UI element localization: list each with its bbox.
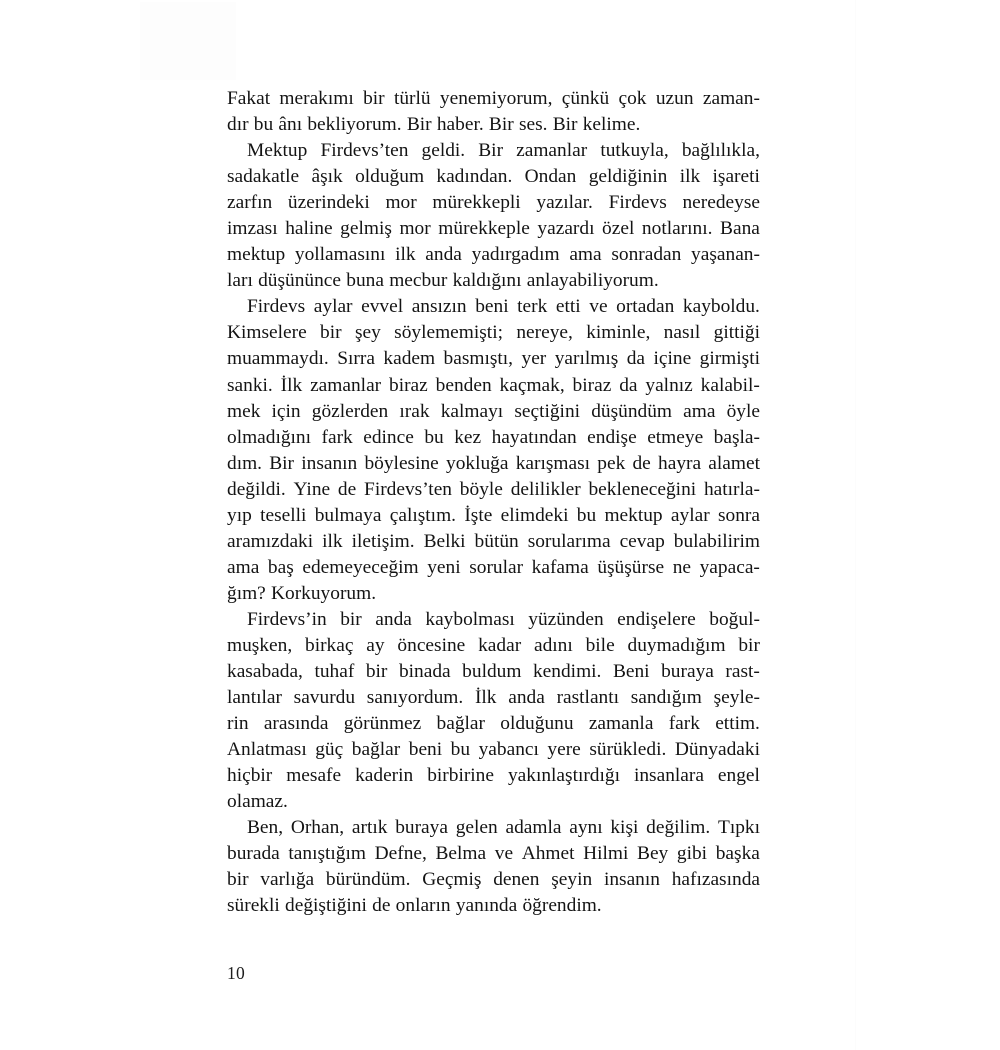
word: kez <box>454 426 482 448</box>
word: denen <box>493 869 540 891</box>
text-line <box>227 505 760 531</box>
word: yalnız <box>645 374 693 396</box>
word: binada <box>398 661 451 683</box>
word: hayra <box>658 452 702 474</box>
word: birbirine <box>427 765 494 787</box>
word: bulmaya <box>314 504 382 526</box>
word: olmadığını <box>227 426 312 448</box>
word: insanın <box>603 869 660 891</box>
word: Bir <box>269 452 295 474</box>
word: kaldığını <box>452 270 522 292</box>
word: bir <box>738 634 760 656</box>
word: beni <box>475 296 509 318</box>
word: mektup <box>227 244 286 266</box>
word: bir <box>340 608 362 630</box>
word: sonradan <box>611 244 682 266</box>
word: mek <box>227 400 261 422</box>
text-line <box>227 739 760 765</box>
word: zaman- <box>702 88 760 109</box>
word: mektup <box>604 504 663 526</box>
word: bile <box>585 634 615 656</box>
word: kaçmak, <box>499 374 565 396</box>
word: şeyin <box>551 869 593 891</box>
word: ve <box>494 843 514 865</box>
word: bekliyorum. <box>307 114 402 136</box>
word: mor <box>399 218 431 240</box>
word: rastlantı <box>556 687 620 709</box>
word: buldum <box>462 661 522 683</box>
word: Hilmi <box>583 843 629 865</box>
text-line <box>227 296 760 322</box>
word: yıp <box>227 504 252 526</box>
word: seçtiğini <box>514 400 581 422</box>
word: haline <box>285 218 333 240</box>
word: sanıyordum. <box>366 687 464 709</box>
word: işareti <box>712 166 760 188</box>
word: da <box>626 348 646 370</box>
word: kişi <box>610 817 639 839</box>
word: Orhan, <box>290 817 345 839</box>
word: Beni <box>612 661 650 683</box>
word: yokluğa <box>446 452 509 474</box>
word: duymadığım <box>627 634 726 656</box>
word: de <box>372 895 391 917</box>
word: anda <box>508 687 545 709</box>
word: beni <box>408 739 443 761</box>
scan-artifact <box>140 2 236 80</box>
word: öğrendim. <box>522 895 602 917</box>
word: lantılar <box>227 687 282 709</box>
word: bir <box>363 88 385 109</box>
word: bir <box>227 869 249 891</box>
word: nasıl <box>663 322 701 344</box>
word: düşündüm <box>591 400 672 422</box>
word: endişe <box>587 426 637 448</box>
word: İlk <box>280 374 303 396</box>
word: Bir <box>488 114 514 136</box>
text-line <box>227 713 760 739</box>
word: buna <box>346 270 384 292</box>
word: teselli <box>260 504 307 526</box>
word: bir <box>365 661 388 683</box>
word: çok <box>618 88 647 109</box>
word: Mektup <box>247 140 308 162</box>
word: artık <box>351 817 388 839</box>
word: bütün <box>474 530 519 552</box>
word: tanıştığım <box>288 843 366 865</box>
text-line <box>227 114 760 140</box>
word: için <box>271 400 301 422</box>
word: ânı <box>278 114 303 136</box>
word: sürükledi. <box>589 739 667 761</box>
word: bağlar <box>436 713 485 735</box>
word: ses. <box>518 114 548 136</box>
word: Belma <box>435 843 487 865</box>
word: dır <box>227 114 249 136</box>
word: Firdevs’in <box>247 608 327 630</box>
text-line <box>227 869 760 895</box>
word: yere <box>547 739 581 761</box>
word: kaybolması <box>425 608 515 630</box>
word: kendimi. <box>532 661 602 683</box>
word: görünmez <box>343 713 422 735</box>
word: geldiğinin <box>588 166 668 188</box>
word: imzası <box>227 218 278 240</box>
word: fark <box>668 713 700 735</box>
word: yollamasını <box>294 244 386 266</box>
word: evvel <box>361 296 404 318</box>
word: biraz <box>389 374 428 396</box>
word: başka <box>715 843 760 865</box>
text-line <box>227 609 760 635</box>
word: düşününce <box>258 270 342 292</box>
word: Defne, <box>374 843 427 865</box>
text-line <box>227 661 760 687</box>
word: Bana <box>720 218 760 240</box>
word: ay <box>366 634 385 656</box>
word: buraya <box>395 817 448 839</box>
word: olduğum <box>355 166 425 188</box>
word: dım. <box>227 452 263 474</box>
word: aylar <box>313 296 353 318</box>
word: mor <box>385 192 417 214</box>
text-line <box>227 687 760 713</box>
word: Bey <box>637 843 669 865</box>
word: ilk <box>679 166 701 188</box>
word: boğul- <box>709 608 760 630</box>
word: ama <box>569 244 602 266</box>
word: da <box>619 374 638 396</box>
word: gittiği <box>713 322 760 344</box>
word: mürekkeple <box>438 218 530 240</box>
word: yazardı <box>537 218 595 240</box>
word: aynı <box>569 817 603 839</box>
word: yazılar. <box>536 192 593 214</box>
word: Yine <box>293 478 331 500</box>
word: üşüşürse <box>597 556 665 578</box>
word: yenemiyorum, <box>439 88 553 109</box>
word: ama <box>683 400 716 422</box>
word: Ahmet <box>521 843 575 865</box>
word: etmeye <box>647 426 704 448</box>
word: yüzünden <box>528 608 604 630</box>
word: zamanlar <box>516 140 588 162</box>
word: mesafe <box>286 765 342 787</box>
word: hatırla- <box>703 478 760 500</box>
word: onların <box>395 895 451 917</box>
text-line <box>227 635 760 661</box>
page-number: 10 <box>227 963 246 983</box>
word: ğım? <box>227 582 266 604</box>
word: bu <box>253 114 274 136</box>
word: delilikler <box>510 478 581 500</box>
word: kadından. <box>436 166 513 188</box>
word: gelen <box>455 817 498 839</box>
word: basmıştı, <box>443 348 514 370</box>
word: bekleneceğini <box>588 478 697 500</box>
word: pek <box>597 452 626 474</box>
word: zarfın <box>227 192 273 214</box>
word: mürekkepli <box>432 192 521 214</box>
word: muammaydı. <box>227 348 329 370</box>
word: merakımı <box>279 88 354 109</box>
word: Firdevs <box>247 296 306 318</box>
text-line <box>227 843 760 869</box>
word: baş <box>267 556 294 578</box>
word: Ben, <box>247 817 284 839</box>
word: muşken, <box>227 634 293 656</box>
word: olamaz. <box>227 791 288 813</box>
word: Sırra <box>337 348 375 370</box>
word: burada <box>227 843 280 865</box>
word: ansızın <box>411 296 467 318</box>
word: anda <box>425 244 462 266</box>
word: tutkuyla, <box>600 140 669 162</box>
word: bağlılıkla, <box>681 140 760 162</box>
word: nereye, <box>516 322 573 344</box>
word: bu <box>450 739 471 761</box>
word: zamanlar <box>310 374 382 396</box>
word: yakınlaştırdığı <box>507 765 620 787</box>
word: Korkuyorum. <box>271 582 377 604</box>
word: yarılmış <box>554 348 619 370</box>
text-line <box>227 817 760 843</box>
word: bağlar <box>351 739 401 761</box>
word: özel <box>602 218 635 240</box>
word: sorularıma <box>527 530 611 552</box>
word: cevap <box>619 530 665 552</box>
word: söylememişti; <box>394 322 503 344</box>
word: sadakatle <box>227 166 300 188</box>
word: alamet <box>708 452 760 474</box>
word: kafama <box>531 556 589 578</box>
text-line <box>227 427 760 453</box>
text-line <box>227 557 760 583</box>
word: hiçbir <box>227 765 273 787</box>
body-text-block <box>227 88 760 922</box>
word: kadar <box>478 634 522 656</box>
paragraph <box>227 88 760 140</box>
word: endişelere <box>617 608 696 630</box>
word: yabancı <box>478 739 539 761</box>
word: âşık <box>311 166 343 188</box>
text-line <box>227 401 760 427</box>
word: sandığım <box>630 687 702 709</box>
word: anda <box>375 608 412 630</box>
word: güç <box>315 739 344 761</box>
word: zamanla <box>588 713 654 735</box>
word: varlığa <box>260 869 315 891</box>
word: sorular <box>469 556 524 578</box>
word: şey <box>354 322 381 344</box>
word: büründüm. <box>325 869 411 891</box>
text-line <box>227 531 760 557</box>
page-edge-line <box>855 0 856 1050</box>
word: üzerindeki <box>287 192 370 214</box>
word: yaşanan- <box>691 244 760 266</box>
word: ettim. <box>715 713 760 735</box>
word: savurdu <box>293 687 356 709</box>
word: Firdevs <box>608 192 667 214</box>
text-line <box>227 270 760 296</box>
word: böylesine <box>364 452 439 474</box>
word: adamla <box>505 817 562 839</box>
word: haber. <box>436 114 484 136</box>
word: hayatından <box>491 426 577 448</box>
word: sürekli <box>227 895 280 917</box>
word: çalıştım. <box>389 504 457 526</box>
word: engel <box>717 765 760 787</box>
word: Kimselere <box>227 322 307 344</box>
word: adını <box>533 634 573 656</box>
text-line <box>227 348 760 374</box>
word: böyle <box>459 478 503 500</box>
word: anlayabiliyorum. <box>526 270 659 292</box>
word: kasabada, <box>227 661 303 683</box>
word: kadem <box>383 348 436 370</box>
word: bu <box>576 504 597 526</box>
word: kayboldu. <box>682 296 760 318</box>
word: Bir <box>406 114 432 136</box>
word: Belki <box>423 530 466 552</box>
word: ve <box>589 296 608 318</box>
paragraph <box>227 296 760 609</box>
paragraph <box>227 609 760 817</box>
text-line <box>227 244 760 270</box>
word: edemeyeceğim <box>302 556 419 578</box>
word: çünkü <box>561 88 610 109</box>
paragraph <box>227 140 760 296</box>
word: Anlatması <box>227 739 307 761</box>
word: olduğunu <box>500 713 574 735</box>
word: yanında <box>455 895 518 917</box>
word: değiştiğini <box>285 895 367 917</box>
word: değildi. <box>227 478 286 500</box>
text-line <box>227 375 760 401</box>
text-line <box>227 192 760 218</box>
word: etti <box>555 296 581 318</box>
word: ilk <box>322 530 343 552</box>
word: iletişim. <box>351 530 415 552</box>
word: karışması <box>515 452 591 474</box>
text-line <box>227 218 760 244</box>
word: gibi <box>676 843 708 865</box>
word: İşte <box>464 504 493 526</box>
word: yapaca- <box>699 556 760 578</box>
word: neredeyse <box>682 192 760 214</box>
word: edince <box>363 426 414 448</box>
word: bu <box>424 426 444 448</box>
word: geldi. <box>421 140 466 162</box>
word: bulabilirim <box>673 530 760 552</box>
word: girmişti <box>699 348 760 370</box>
word: de <box>337 478 357 500</box>
word: kalmayı <box>440 400 504 422</box>
text-line <box>227 479 760 505</box>
text-line <box>227 765 760 791</box>
word: aylar <box>670 504 710 526</box>
word: rin <box>227 713 249 735</box>
word: Ondan <box>524 166 577 188</box>
word: Firdevs’ten <box>320 140 409 162</box>
text-line <box>227 895 760 921</box>
word: tuhaf <box>314 661 355 683</box>
word: İlk <box>474 687 497 709</box>
word: uzun <box>655 88 694 109</box>
word: insanlara <box>633 765 704 787</box>
word: mecbur <box>389 270 448 292</box>
word: hafızasında <box>671 869 760 891</box>
text-line <box>227 322 760 348</box>
word: Bir <box>478 140 504 162</box>
text-line <box>227 791 760 817</box>
word: terk <box>517 296 548 318</box>
text-line <box>227 88 760 114</box>
text-line <box>227 453 760 479</box>
word: aramızdaki <box>227 530 314 552</box>
word: insanın <box>301 452 358 474</box>
word: Tıpkı <box>717 817 760 839</box>
word: arasında <box>263 713 329 735</box>
word: ırak <box>399 400 430 422</box>
word: yer <box>521 348 547 370</box>
word: Fakat <box>227 88 271 109</box>
word: kaderin <box>355 765 414 787</box>
word: biraz <box>572 374 612 396</box>
word: yadırgadım <box>471 244 560 266</box>
word: benden <box>435 374 492 396</box>
paragraph <box>227 817 760 921</box>
word: fark <box>321 426 353 448</box>
word: bir <box>320 322 342 344</box>
text-line <box>227 583 760 609</box>
word: içine <box>653 348 692 370</box>
word: elimdeki <box>500 504 569 526</box>
word: birkaç <box>305 634 354 656</box>
word: ortadan <box>616 296 675 318</box>
word: ilk <box>395 244 416 266</box>
word: de <box>632 452 651 474</box>
word: Geçmiş <box>422 869 482 891</box>
word: sonra <box>717 504 760 526</box>
word: öyle <box>726 400 760 422</box>
word: kalabil- <box>700 374 760 396</box>
word: rast- <box>725 661 760 683</box>
word: yeni <box>427 556 461 578</box>
word: kelime. <box>582 114 641 136</box>
word: başla- <box>713 426 760 448</box>
word: notlarını. <box>641 218 713 240</box>
word: sanki. <box>227 374 273 396</box>
text-line <box>227 140 760 166</box>
word: türlü <box>393 88 431 109</box>
word: Bir <box>552 114 578 136</box>
word: gelmiş <box>340 218 392 240</box>
text-line <box>227 166 760 192</box>
word: ları <box>227 270 253 292</box>
word: ne <box>672 556 692 578</box>
word: buraya <box>661 661 714 683</box>
word: Dünyadaki <box>674 739 760 761</box>
word: değilim. <box>646 817 711 839</box>
word: şeyle- <box>713 687 760 709</box>
word: Firdevs’ten <box>364 478 452 500</box>
word: gözlerden <box>311 400 389 422</box>
word: ama <box>227 556 260 578</box>
word: kiminle, <box>586 322 651 344</box>
word: öncesine <box>397 634 466 656</box>
